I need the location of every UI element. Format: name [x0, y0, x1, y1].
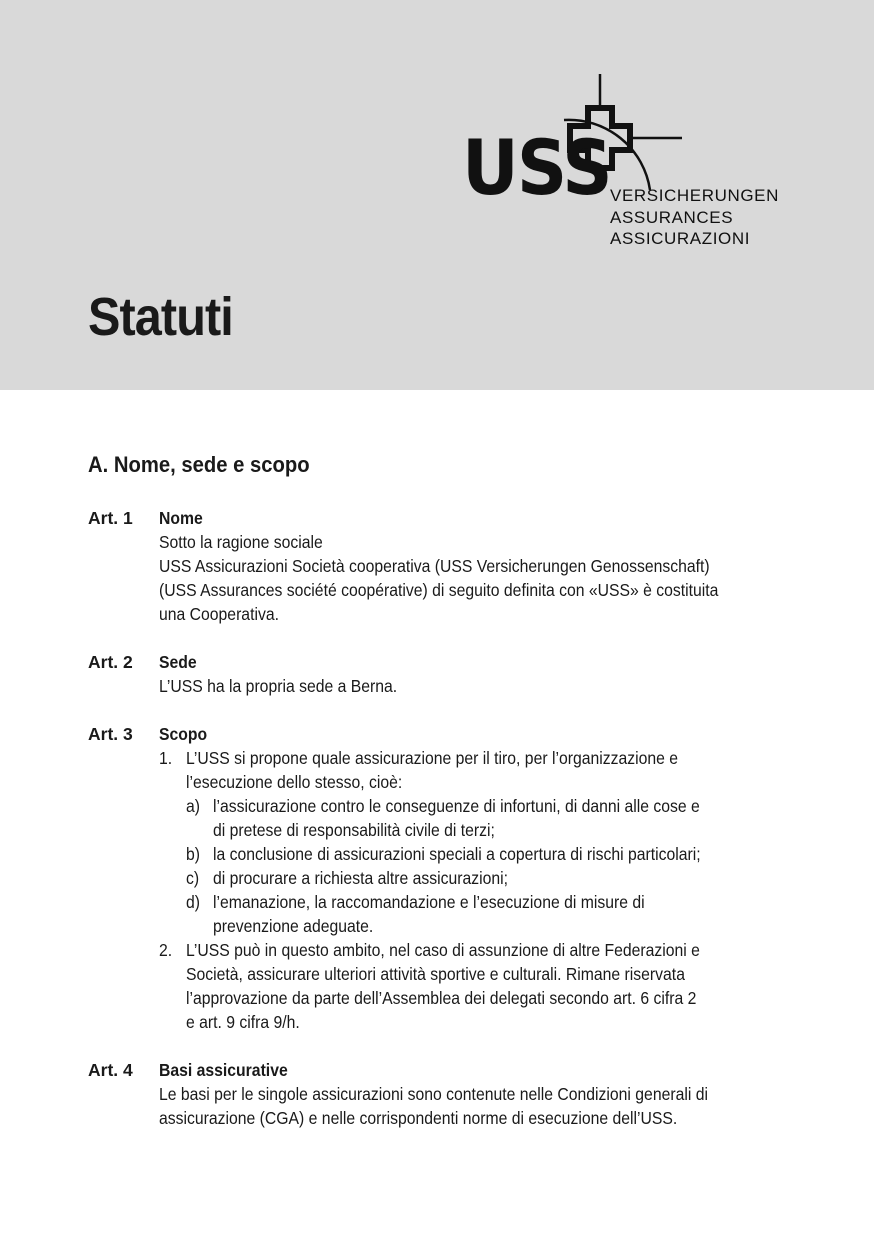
list-item — [186, 890, 771, 938]
article-number: Art. 1 — [88, 508, 133, 528]
list-marker: 2. — [159, 940, 173, 960]
article-text-line: (USS Assurances société coopérative) di seguito definita con «USS» è costituita — [159, 580, 719, 600]
list-item — [186, 866, 771, 890]
article-text-line: l’esecuzione dello stesso, cioè: — [186, 772, 403, 792]
list-marker: b) — [186, 844, 201, 864]
article-number: Art. 4 — [88, 1060, 133, 1080]
article-heading: Sede — [159, 652, 197, 672]
list-item — [159, 938, 771, 1034]
header-band — [0, 0, 874, 390]
article-text-line: una Cooperativa. — [159, 604, 279, 624]
document-body — [88, 450, 788, 1154]
logo-line: ASSURANCES — [610, 207, 734, 227]
logo-subtitle — [610, 185, 779, 250]
uss-logo — [462, 72, 802, 252]
article-text-line: L’USS ha la propria sede a Berna. — [159, 676, 398, 696]
article-text-line: di procurare a richiesta altre assicurazioni; — [213, 868, 509, 888]
article-number: Art. 3 — [88, 724, 133, 744]
section-title: A. Nome, sede e scopo — [88, 452, 310, 477]
article-text-line: L’USS può in questo ambito, nel caso di assunzione di altre Federazioni e — [186, 940, 700, 960]
article-text-line: prevenzione adeguate. — [213, 916, 374, 936]
article-text-line: USS Assicurazioni Società cooperativa (USS Versicherungen Genossenschaft) — [159, 556, 710, 576]
logo-line: ASSICURAZIONI — [610, 229, 751, 248]
article-text-line: la conclusione di assicurazioni speciali a copertura di rischi particolari; — [213, 844, 701, 864]
article-text-line: l’assicurazione contro le conseguenze di infortuni, di danni alle cose e — [213, 796, 700, 816]
article-text-line: assicurazione (CGA) e nelle corrispondenti norme di esecuzione dell’USS. — [159, 1108, 678, 1128]
logo-line: VERSICHERUNGEN — [610, 186, 779, 205]
article-text-line: Le basi per le singole assicurazioni sono contenute nelle Condizioni generali di — [159, 1084, 708, 1104]
article-text-line: di pretese di responsabilità civile di terzi; — [213, 820, 495, 840]
list-marker: 1. — [159, 748, 173, 768]
article-heading: Scopo — [159, 724, 208, 744]
article-text-line: Società, assicurare ulteriori attività sportive e culturali. Rimane riservata — [186, 964, 685, 984]
article-text-line: l’emanazione, la raccomandazione e l’esecuzione di misure di — [213, 892, 645, 912]
article-4 — [88, 1058, 788, 1130]
logo-wordmark: USS — [462, 123, 611, 212]
page-title: Statuti — [88, 287, 233, 347]
numbered-list — [159, 746, 771, 1034]
lettered-list — [186, 794, 771, 938]
list-item — [159, 746, 771, 938]
article-3 — [88, 722, 788, 1034]
article-2 — [88, 650, 788, 698]
article-text-line: Sotto la ragione sociale — [159, 532, 323, 552]
article-text-line: e art. 9 cifra 9/h. — [186, 1012, 300, 1032]
list-marker: a) — [186, 796, 201, 816]
list-marker: c) — [186, 868, 200, 888]
article-text-line: l’approvazione da parte dell’Assemblea dei delegati secondo art. 6 cifra 2 — [186, 988, 697, 1008]
list-marker: d) — [186, 892, 201, 912]
article-text-line: L’USS si propone quale assicurazione per il tiro, per l’organizzazione e — [186, 748, 679, 768]
list-item — [186, 794, 771, 842]
list-item — [186, 842, 771, 866]
article-heading: Nome — [159, 508, 203, 528]
article-heading: Basi assicurative — [159, 1060, 288, 1080]
article-number: Art. 2 — [88, 652, 133, 672]
article-1 — [88, 506, 788, 626]
